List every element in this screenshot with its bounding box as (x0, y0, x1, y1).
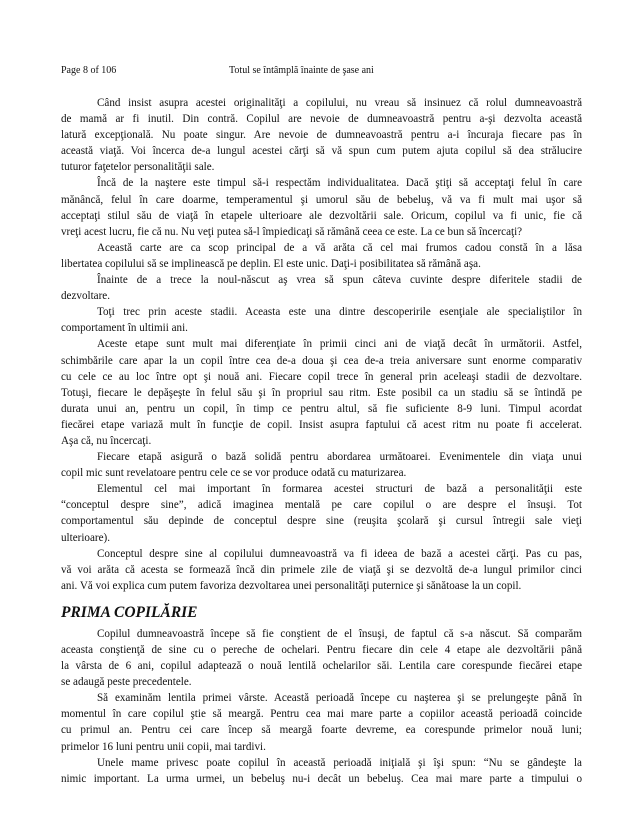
text-line: ani. Vă voi explica cum putem favoriza dezvoltarea unei personalităţi puternice şi sănătoase la un copil. (61, 579, 522, 592)
text-line: comportamentul său depinde de conceptul despre sine (reuşita şcolară şi cursul întregii sale vieţi (61, 515, 582, 528)
text-line: Încă de la naştere este timpul să-i respectăm individualitatea. Dacă ştiţi să acceptaţi felul în care (97, 177, 582, 190)
paragraph (61, 449, 582, 481)
text-line: latură excepţională. Nu poate singur. Are nevoie de dumneavoastră pentru a-i încuraja fiecare pas în (61, 129, 582, 142)
text-line: fiecărei etape variază mult în funcţie de copil. Insist asupra faptului că acest ritm nu poate fi accelerat. (61, 418, 582, 431)
paragraph (61, 546, 582, 594)
text-line: Înainte de a trece la noul-născut aş vrea să spun câteva cuvinte despre diferitele stadii de (97, 274, 582, 287)
paragraph (61, 336, 582, 449)
paragraph (61, 272, 582, 304)
paragraph (61, 304, 582, 336)
text-line: Elementul cel mai important în formarea acestei structuri de bază a personalităţii este (97, 483, 582, 496)
page-number: Page 8 of 106 (61, 65, 117, 76)
text-line: mănâncă, felul în care doarme, temperamentul şi umorul său de bebeluş, vă va fi mult mai uşor să (61, 193, 582, 206)
text-line: momentul în care copilul ştie să meargă. Pentru cea mai mare parte a copiilor această perioadă coincide (61, 708, 582, 721)
text-line: “conceptul despre sine”, adică imaginea mentală pe care copilul o are despre el însuşi. Tot (61, 499, 582, 512)
document-body (61, 95, 582, 787)
text-line: Copilul dumneavoastră începe să fie conştient de el însuşi, de faptul că s-a născut. Să comparăm (97, 627, 582, 640)
text-line: Aceste etape sunt mult mai diferenţiate în primii cinci ani de viaţă decât în următorii. Astfel, (97, 338, 582, 351)
text-line: tuturor faţetelor personalităţii sale. (61, 161, 215, 174)
text-line: Aşa că, nu încercaţi. (61, 434, 152, 447)
paragraph (61, 481, 582, 545)
text-line: ulterioare). (61, 531, 110, 544)
text-line: Când insist asupra acestei originalităţi a copilului, nu vreau să insinuez că rolul dumneavoastră (97, 97, 582, 109)
text-line: primelor 16 luni pentru unii copii, mai tardivi. (61, 740, 266, 753)
running-title: Totul se întâmplă înainte de şase ani (229, 65, 374, 76)
text-line: Totuşi, fiecare le depăşeşte în felul său şi în propriul sau ritm. Este posibil ca un stadiu să se întindă pe (61, 386, 582, 399)
text-line: Toţi trec prin aceste stadii. Aceasta este una dintre descoperirile esenţiale ale specialiştilor în (97, 306, 582, 319)
paragraph (61, 95, 582, 175)
text-line: copil mic sunt revelatoare pentru cele ce se vor produce odată cu maturizarea. (61, 467, 407, 480)
text-line: aceasta conştienţă de sine cu o pereche de ochelari. Pentru fiecare din cele 4 etape ale dezvoltării până (61, 644, 582, 656)
text-line: vreţi acest lucru, fie că nu. Nu veţi putea să-l împiedicaţi să rămână ceea ce este. La ce bun să încercaţi? (61, 225, 523, 238)
text-line: cu cele ce au loc între opt şi nouă ani. Fiecare copil trece în general prin aceleaşi stadii de dezvoltare. (61, 370, 582, 383)
text-line: libertatea copilului să se implinească pe deplin. El este unic. Daţi-i posibilitatea să rămână aşa. (61, 257, 481, 270)
text-line: schimbările care apar la un copil între cea de-a doua şi cea de-a treia aniversare sunt enorme comparativ (61, 354, 582, 367)
text-line: această viaţă. Voi încerca de-a lungul acestei cărţi să vă spun cum putem ajuta copilul să dea strălucire (61, 145, 582, 158)
text-line: Această carte are ca scop principal de a vă arăta că cel mai frumos cadou constă în a lăsa (97, 241, 582, 254)
text-line: de mamă ar fi inutil. Din contră. Copilul are nevoie de dumneavoastră pentru a-şi dezvolta această (61, 113, 582, 126)
text-before-section (61, 95, 582, 594)
text-line: la vârsta de 6 ani, copilul adaptează o nouă lentilă ochelarilor săi. Lentila care corespunde fiecărei etape (61, 660, 582, 673)
paragraph (61, 175, 582, 239)
text-after-section (61, 626, 582, 787)
text-line: se adaugă peste precedentele. (61, 676, 192, 689)
text-line: Să examinăm lentila primei vârste. Această perioadă începe cu naşterea şi se prelungeşte până în (97, 692, 582, 705)
paragraph (61, 626, 582, 690)
text-line: acceptaţi stilul său de viaţă în etapele ulterioare ale dezvoltării sale. Oricum, copilul va fi unic, fie că (61, 209, 582, 222)
paragraph (61, 690, 582, 754)
text-line: durata unui an, pentru un copil, în timp ce pentru altul, să fie suficiente 8-9 luni. Timpul acordat (61, 402, 582, 415)
text-line: dezvoltare. (61, 290, 110, 303)
text-line: Conceptul despre sine al copilului dumneavoastră va fi ideea de bază a acestei cărţi. Pas cu pas, (97, 547, 582, 560)
text-line: vă voi arăta că acesta se formează încă din primele zile de viaţă şi se dezvoltă de-a lungul primilor cinci (61, 563, 582, 576)
text-line: cu primul an. Pentru cei care încep să meargă foarte devreme, ea corespunde primelor nouă luni; (61, 724, 582, 737)
text-line: comportament în ultimii ani. (61, 322, 188, 335)
section-heading: PRIMA COPILĂRIE (61, 603, 198, 621)
text-line: Unele mame privesc poate copilul în această perioadă iniţială şi îşi spun: “Nu se gândeşte la (97, 756, 582, 769)
text-line: nimic important. La urma urmei, un bebeluş nu-i decât un bebeluş. Cea mai mare parte a timpului o (61, 772, 582, 785)
paragraph (61, 755, 582, 787)
text-line: Fiecare etapă asigură o bază solidă pentru abordarea următoarei. Evenimentele din viaţa unui (97, 451, 582, 464)
paragraph (61, 240, 582, 272)
